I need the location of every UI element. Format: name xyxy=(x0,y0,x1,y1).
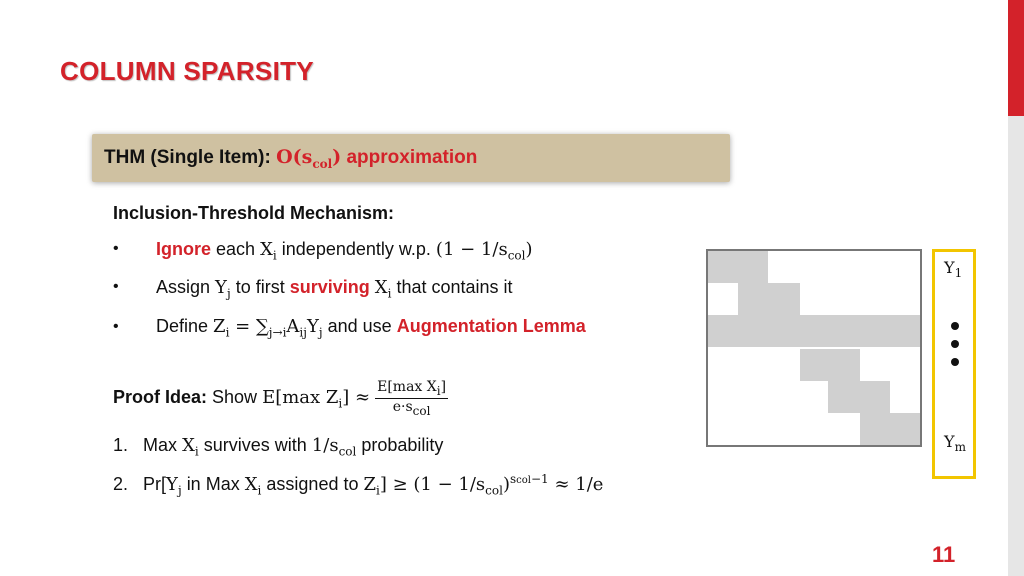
y-bottom-label: $Y_m$ xyxy=(944,432,966,455)
sparsity-matrix xyxy=(706,249,922,447)
bullet-3-symbol: • xyxy=(113,318,119,335)
matrix-cell xyxy=(860,413,920,445)
proof-step-2: 2. $Pr[Y_j$ in Max $X_i$ assigned to $Z_i] \ge (1 - 1/s_{col})^{scol-1} \approx 1/e$ xyxy=(113,472,604,498)
theorem-bigo: $O(s_{col})$ xyxy=(276,146,342,171)
matrix-cell xyxy=(828,381,890,413)
proof-step-1: 1. Max $X_i$ survives with $1/s_{col}$ probability xyxy=(113,435,444,459)
ellipsis-dot xyxy=(951,340,959,348)
bullet-1-symbol: • xyxy=(113,240,119,257)
bullet-assign: Assign $Y_j$ to first surviving $X_i$ that contains it xyxy=(156,277,513,301)
matrix-cell xyxy=(738,283,800,315)
slide-title: COLUMN SPARSITY xyxy=(60,56,314,86)
theorem-statement xyxy=(104,146,477,171)
mechanism-heading: Inclusion-Threshold Mechanism: xyxy=(113,203,395,223)
ellipsis-dot xyxy=(951,358,959,366)
matrix-cell xyxy=(708,251,768,283)
accent-bar-grey xyxy=(1008,116,1024,576)
proof-fraction: $\frac{E[\max X_i]}{e\cdot s_{col}}$ xyxy=(377,379,447,418)
bullet-ignore: Ignore each $X_i$ independently w.p. $(1 - 1/s_{col})$ xyxy=(156,239,533,263)
y-top-label: $Y_1$ xyxy=(944,258,963,281)
bullet-define: Define $Z_i = \sum_{j\to i}A_{ij}Y_j$ and use Augmentation Lemma xyxy=(156,316,586,340)
matrix-cell xyxy=(708,315,920,347)
page-number: 11 xyxy=(932,542,956,567)
theorem-approximation: approximation xyxy=(346,147,478,168)
theorem-label: THM (Single Item): xyxy=(104,147,271,168)
bullet-2-symbol: • xyxy=(113,278,119,295)
ellipsis-dot xyxy=(951,322,959,330)
accent-bar-red xyxy=(1008,0,1024,116)
matrix-cell xyxy=(800,349,860,381)
proof-idea: Proof Idea: Show E[max $Z_i$] ≈ $\frac{E[\max X_i]}{e\cdot s_{col}}$ xyxy=(113,379,447,418)
